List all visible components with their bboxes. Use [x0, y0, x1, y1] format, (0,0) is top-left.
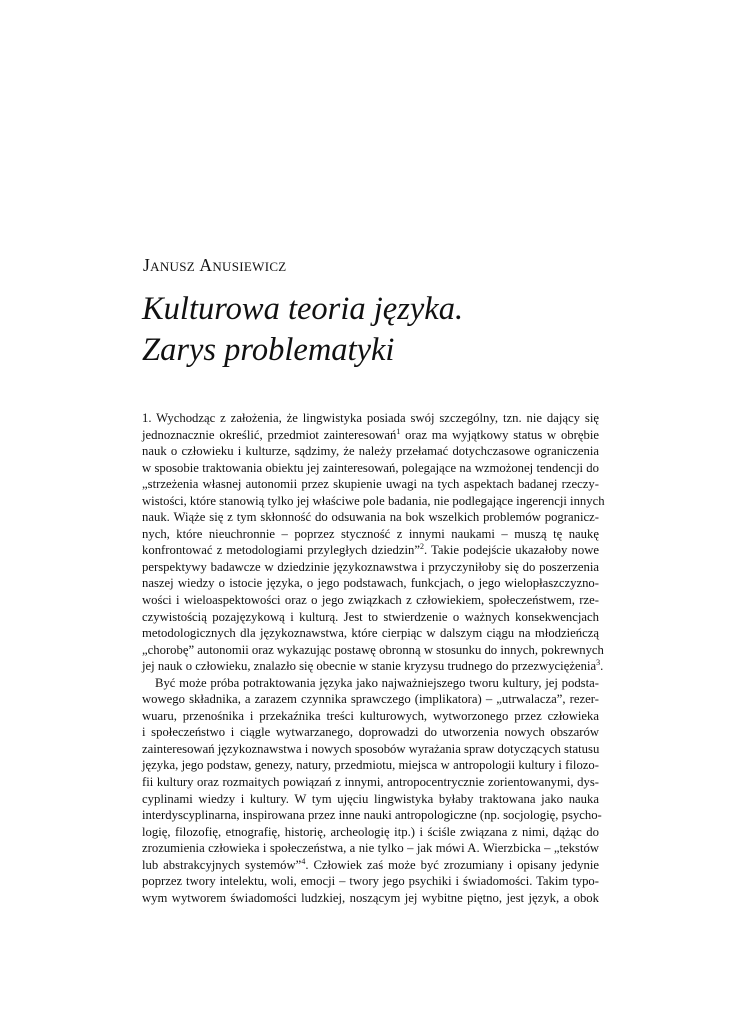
- text-fragment: . Takie podejście ukazałoby nowe: [423, 543, 599, 558]
- text-line: zainteresowań językoznawstwa i nowych sposobów wyrażania spraw dotyczących statusu: [142, 741, 600, 756]
- text-line: Być może próba potraktowania języka jako najważniejszego tworu kultury, jej podsta-: [155, 675, 599, 690]
- text-line: [142, 857, 599, 874]
- text-fragment: jednoznacznie określić, przedmiot zainteresowań: [142, 427, 397, 442]
- text-fragment: oraz ma wyjątkowy status w obrębie: [405, 427, 599, 442]
- footnote-mark[interactable]: 4: [301, 856, 306, 866]
- text-line: wości i wieloaspektowości oraz o jego związkach z człowiekiem, społeczeństwem, rze-: [142, 593, 599, 608]
- paragraph-2: [142, 675, 602, 907]
- footnote-mark[interactable]: 2: [419, 542, 424, 552]
- text-line: w sposobie traktowania obiektu jej zainteresowań, polegające na wzmożonej tendencji do: [142, 460, 599, 475]
- author-last-rest: NUSIEWICZ: [212, 259, 287, 274]
- text-line: wym wytworem świadomości ludzkiej, noszącym jej wybitne piętno, jest język, a obok: [142, 890, 599, 905]
- text-line: logię, filozofię, etnografię, historię, archeologię itp.) i ściśle związana z nimi, dążąc do: [142, 824, 599, 839]
- author-first-rest: ANUSZ: [150, 259, 195, 274]
- author-last-initial: A: [199, 255, 213, 275]
- text-line: nych, które nieuchronnie – poprzez styczność z innymi naukami – muszą tę naukę: [142, 526, 599, 541]
- text-line: czywistością pozajęzykową i kulturą. Jest to stwierdzenie o ważnych konsekwencjach: [142, 609, 599, 624]
- text-line: interdyscyplinarna, inspirowana przez inne nauki antropologiczne (np. socjologię, psycho-: [142, 808, 602, 823]
- text-line: [142, 542, 599, 559]
- author-first-initial: J: [143, 255, 151, 275]
- article-body: [142, 410, 605, 906]
- title-line-2: Zarys problematyki: [142, 332, 395, 368]
- text-line: perspektywy badawcze w dziedzinie językoznawstwa i przyczyniłoby się do poszerzenia: [142, 559, 599, 574]
- text-line: fii kultury oraz rozmaitych powiązań z innymi, antropocentrycznie zorientowanymi, dys-: [142, 775, 599, 790]
- text-line: cyplinami wiedzy i kultury. W tym ujęciu lingwistyka byłaby traktowana jako nauka: [142, 791, 599, 806]
- text-line: naszej wiedzy o istocie języka, o jego podstawach, funkcjach, o jego wielopłaszczyzno-: [142, 576, 599, 591]
- text-line: nauk o człowieku i kulturze, sądzimy, że należy przełamać dotychczasowe ograniczenia: [142, 444, 599, 459]
- text-line: „chorobę” autonomii oraz wykazując postawę obronną w stosunku do innych, pokrewnych: [142, 642, 604, 657]
- text-line: „strzeżenia własnej autonomii przez skupienie uwagi na tych aspektach badanej rzeczy-: [142, 477, 599, 492]
- text-fragment: jej nauk o człowieku, znalazło się obecnie w stanie kryzysu trudnego do przezwyciężenia: [142, 659, 597, 674]
- text-line: i społeczeństwo i ciągle wytwarzanego, doprowadzi do utworzenia nowych obszarów: [142, 725, 599, 740]
- paragraph-1: [142, 410, 605, 675]
- text-line: zrozumienia człowieka i społeczeństwa, a nie tylko – jak mówi A. Wierzbicka – „tekstów: [142, 841, 599, 856]
- title-line-1: Kulturowa teoria języka.: [142, 291, 464, 327]
- text-line: języka, jego podstaw, genezy, natury, przedmiotu, miejsca w antropologii kultury i filozo-: [142, 758, 599, 773]
- text-line: poprzez twory intelektu, woli, emocji – twory jego psychiki i świadomości. Takim typo-: [142, 874, 599, 889]
- article-title: [142, 289, 612, 371]
- text-fragment: . Człowiek zaś może być zrozumiany i opisany jedynie: [305, 857, 599, 872]
- text-line: wowego składnika, a zarazem czynnika sprawczego (implikatora) – „utrwalacza”, rezer-: [142, 692, 599, 707]
- text-line: 1. Wychodząc z założenia, że lingwistyka posiada swój szczególny, tzn. nie dający się: [142, 411, 599, 425]
- text-fragment: lub abstrakcyjnych systemów”: [142, 857, 302, 872]
- text-line: [142, 427, 599, 444]
- author-name: [143, 255, 613, 277]
- text-line: wuaru, przenośnika i przekaźnika treści kulturowych, wytworzonego przez człowieka: [142, 708, 599, 723]
- text-line: jej nauk o człowieku, znalazło się obecnie w stanie kryzysu trudnego do przezwyciężenia$^3$.: [142, 657, 604, 674]
- footnote-mark[interactable]: 1: [396, 426, 401, 436]
- text-fragment: konfrontować z metodologiami przyległych dziedzin”: [142, 543, 420, 558]
- footnote-mark[interactable]: 3: [596, 657, 601, 667]
- text-line: wistości, które stanowią tylko jej właściwe pole badania, nie podlegające ingerencji innych: [142, 493, 605, 508]
- text-line: metodologicznych dla językoznawstwa, które cierpiąc w dalszym ciągu na młodzieńczą: [142, 626, 599, 641]
- text-line: nauk. Wiąże się z tym skłonność do odsuwania na bok wszelkich problemów pogranicz-: [142, 510, 599, 525]
